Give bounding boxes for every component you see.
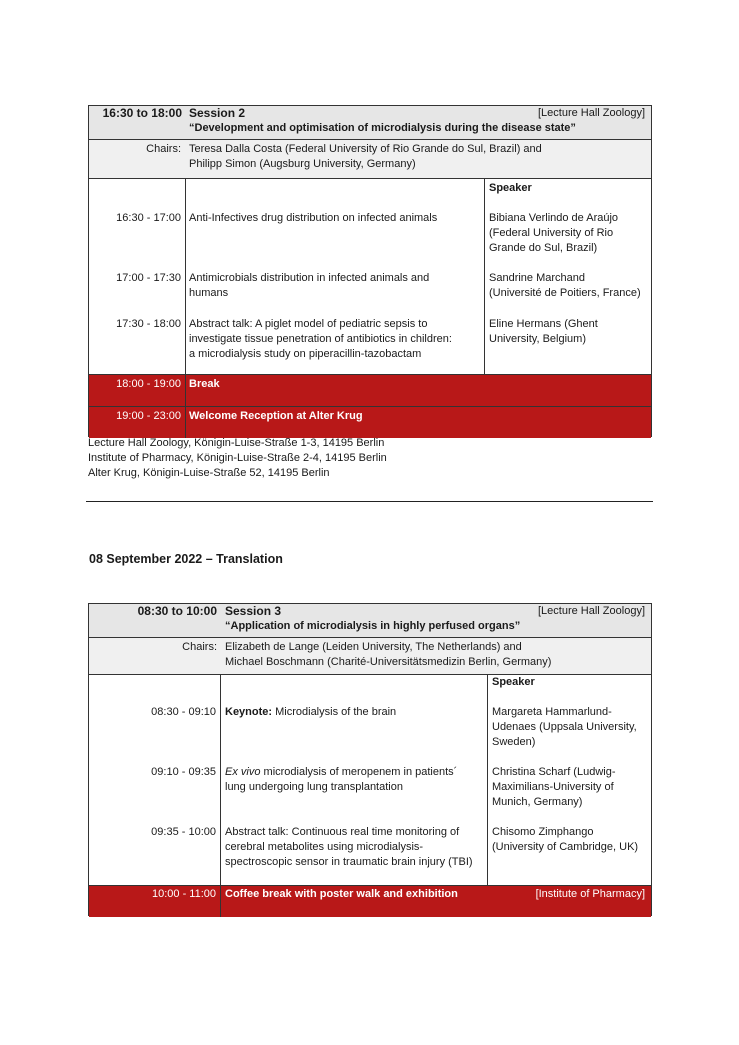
session2-talk3-speaker-1: Eline Hermans (Ghent <box>489 318 598 330</box>
session3-talk1-title-rest: Microdialysis of the brain <box>272 706 397 718</box>
session3-header <box>89 604 651 638</box>
session3-talk1-speaker-3: Sweden) <box>492 736 536 748</box>
session3-talk2-time: 09:10 - 09:35 <box>151 766 216 778</box>
session3-talk1-keynote: Keynote: <box>225 706 273 718</box>
session2-table <box>88 105 652 437</box>
session2-header <box>89 106 651 140</box>
session3-talk3-speaker-2: (University of Cambridge, UK) <box>492 841 639 853</box>
day-heading: 08 September 2022 – Translation <box>89 552 283 566</box>
session2-talk1-speaker-2: (Federal University of Rio <box>489 227 614 239</box>
session3-talk3-title-3: spectroscopic sensor in traumatic brain injury (TBI) <box>225 856 473 868</box>
session3-chair-2: Michael Boschmann (Charité-Universitätsmedizin Berlin, Germany) <box>225 656 552 668</box>
divider <box>86 501 653 502</box>
session3-talk2-title-1 <box>225 765 457 780</box>
session3-talks <box>89 675 651 885</box>
session2-title: Session 2 <box>189 106 246 120</box>
session2-reception-label: Welcome Reception at Alter Krug <box>189 410 363 422</box>
session2-time: 16:30 to 18:00 <box>102 106 182 120</box>
address-3: Alter Krug, Königin-Luise-Straße 52, 14195 Berlin <box>88 467 330 479</box>
session3-talk1-time: 08:30 - 09:10 <box>151 706 216 718</box>
session3-talk2-speaker-1: Christina Scharf (Ludwig- <box>492 766 616 778</box>
session2-reception-row <box>89 406 651 438</box>
session2-talk3-title-3: a microdialysis study on piperacillin-tazobactam <box>189 348 422 360</box>
session3-coffee-label: Coffee break with poster walk and exhibition <box>225 888 458 900</box>
session3-talk2-exvivo: Ex vivo <box>225 766 261 778</box>
address-2: Institute of Pharmacy, Königin-Luise-Straße 2-4, 14195 Berlin <box>88 452 387 464</box>
session2-chair-2: Philipp Simon (Augsburg University, Germany) <box>189 158 416 170</box>
session2-talk1-speaker-3: Grande do Sul, Brazil) <box>489 242 598 254</box>
session2-talk2-time: 17:00 - 17:30 <box>116 272 181 284</box>
session3-coffee-location: [Institute of Pharmacy] <box>535 888 645 900</box>
session2-chairs <box>89 140 651 179</box>
session3-subtitle: “Application of microdialysis in highly perfused organs” <box>225 620 521 632</box>
session3-talk3-title-2: cerebral metabolites using microdialysis- <box>225 841 424 853</box>
session2-talk2-title-2: humans <box>189 287 229 299</box>
session2-talk2-speaker-1: Sandrine Marchand <box>489 272 586 284</box>
session3-table <box>88 603 652 916</box>
session2-talk2-speaker-2: (Université de Poitiers, France) <box>489 287 641 299</box>
session3-chair-1: Elizabeth de Lange (Leiden University, The Netherlands) and <box>225 641 522 653</box>
session2-talk1-title: Anti-Infectives drug distribution on infected animals <box>189 212 438 224</box>
session3-talk2-speaker-2: Maximilians-University of <box>492 781 614 793</box>
session3-location: [Lecture Hall Zoology] <box>538 605 645 617</box>
session3-talk3-speaker-1: Chisomo Zimphango <box>492 826 594 838</box>
session2-break-label: Break <box>189 378 220 390</box>
address-1: Lecture Hall Zoology, Königin-Luise-Straße 1-3, 14195 Berlin <box>88 437 385 449</box>
session2-talk1-speaker-1: Bibiana Verlindo de Araújo <box>489 212 619 224</box>
session3-talk1-speaker-2: Udenaes (Uppsala University, <box>492 721 637 733</box>
session2-subtitle: “Development and optimisation of microdialysis during the disease state” <box>189 122 576 134</box>
session2-talk3-title-1: Abstract talk: A piglet model of pediatric sepsis to <box>189 318 428 330</box>
session3-talk2-title-rest: microdialysis of meropenem in patients´ <box>260 766 458 778</box>
session2-talk3-time: 17:30 - 18:00 <box>116 318 181 330</box>
session2-chair-1: Teresa Dalla Costa (Federal University of Rio Grande do Sul, Brazil) and <box>189 143 542 155</box>
session2-break-time: 18:00 - 19:00 <box>116 378 181 390</box>
session2-talk3-speaker-2: University, Belgium) <box>489 333 586 345</box>
session3-talk3-title-1: Abstract talk: Continuous real time monitoring of <box>225 826 460 838</box>
session3-chairs <box>89 638 651 675</box>
session2-talk2-title-1: Antimicrobials distribution in infected animals and <box>189 272 430 284</box>
session3-talk2-speaker-3: Munich, Germany) <box>492 796 583 808</box>
session3-title: Session 3 <box>225 604 282 618</box>
session2-talk3-title-2: investigate tissue penetration of antibiotics in children: <box>189 333 452 345</box>
session3-talk3-time: 09:35 - 10:00 <box>151 826 216 838</box>
session3-talk1-speaker-1: Margareta Hammarlund- <box>492 706 612 718</box>
session3-chairs-label: Chairs: <box>182 641 217 653</box>
session2-chairs-label: Chairs: <box>146 143 181 155</box>
session2-break-row <box>89 374 651 406</box>
session2-talks <box>89 179 651 374</box>
session2-speaker-header: Speaker <box>489 182 532 194</box>
session3-talk1-title <box>225 705 396 720</box>
session3-coffee-row <box>89 885 651 917</box>
session3-time: 08:30 to 10:00 <box>137 604 217 618</box>
session3-speaker-header: Speaker <box>492 676 535 688</box>
session2-talk1-time: 16:30 - 17:00 <box>116 212 181 224</box>
session2-reception-time: 19:00 - 23:00 <box>116 410 181 422</box>
session2-location: [Lecture Hall Zoology] <box>538 107 645 119</box>
session3-talk2-title-2: lung undergoing lung transplantation <box>225 781 403 793</box>
session3-coffee-time: 10:00 - 11:00 <box>151 888 216 900</box>
